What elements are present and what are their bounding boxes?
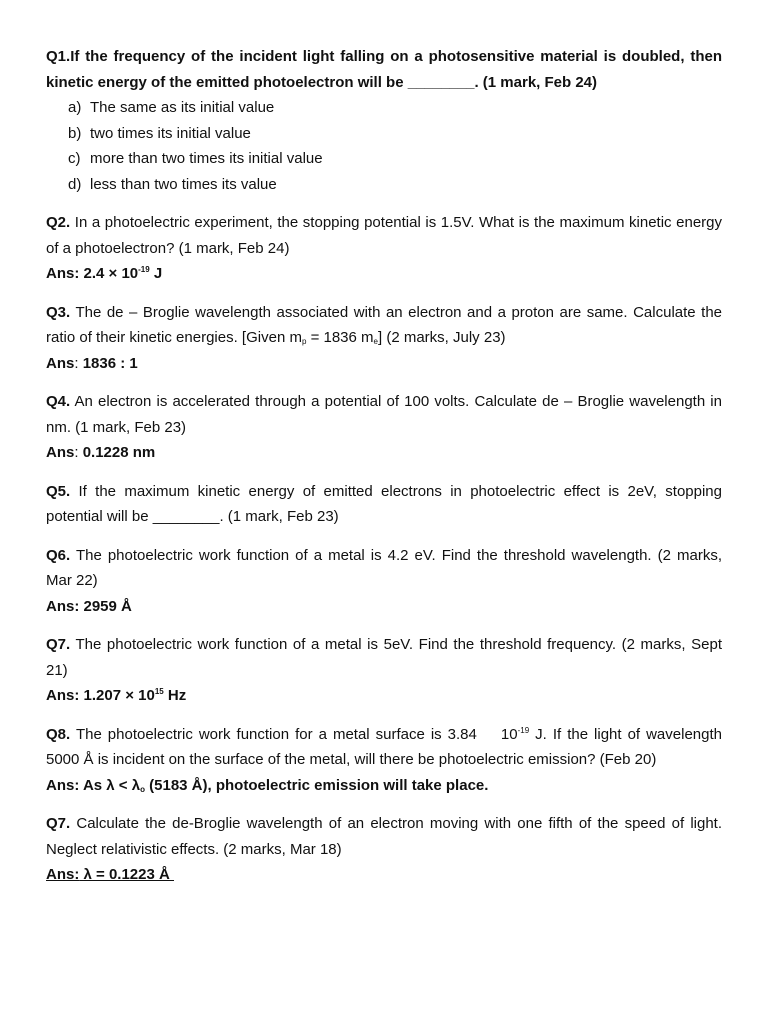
answer: Ans: 1836 : 1 [46,354,138,372]
question-3: Q3. The de – Broglie wavelength associated with an electron and a proton are same. Calculate the ratio of their kinetic energies. [Given $m_p = 1836$ $m_e$] (2 marks, July 23) Ans: 1836 : 1 [46,300,722,377]
question-2 [46,210,722,287]
question-text: Calculate the de-Broglie wavelength of an electron moving with one fifth of the speed of light. Neglect relativistic effects. (2 marks, Mar 18) [46,815,722,858]
question-8: Q8. The photoelectric work function for a metal surface is 3.84 $10^{-19}$ J. If the light of wavelength 5000 Å is incident on the surface of the metal, will there be photoelectric emission? (Feb 20) Ans: As $\lambda < \lambda_o$ (5183 Å), photoelectric emission will take place. [46,722,722,799]
option-d: d) less than two times its value [68,175,277,193]
question-text: If the maximum kinetic energy of emitted electrons in photoelectric effect is 2eV, stopping potential will be ________. (1 mark, Feb 23) [46,482,722,525]
question-9 [46,811,722,888]
question-number: Q7. [46,636,71,653]
question-text: If the frequency of the incident light falling on a photosensitive material is doubled, then kinetic energy of the emitted photoelectron will be ________. (1 mark, Feb 24) [46,48,722,91]
question-number: Q7. [46,815,71,832]
question-number: Q5. [46,482,71,500]
worksheet [46,44,722,901]
question-5 [46,479,722,530]
option-c: c) more than two times its initial value [68,150,323,167]
answer: Ans: As $\lambda < \lambda_o$ (5183 Å), photoelectric emission will take place. [46,776,489,794]
question-number: Q3. [46,303,71,321]
option-b: b) two times its initial value [68,124,251,142]
question-text: In a photoelectric experiment, the stopping potential is 1.5V. What is the maximum kinetic energy of a photoelectron? (1 mark, Feb 24) [46,214,723,257]
question-7 [46,632,722,709]
answer: Ans: λ = 0.1223 Å [46,866,174,883]
answer: Ans: 2959 Å [46,597,132,615]
question-4 [46,389,722,466]
question-1 [46,44,722,197]
question-text: The photoelectric work function of a metal is 5eV. Find the threshold frequency. (2 marks, Sept 21) [46,636,722,679]
question-number: Q1. [46,48,71,65]
answer: Ans: $1.207 \times 10^{15}$ Hz [46,687,187,704]
options-list [46,95,722,197]
answer: Ans: $2.4 \times 10^{-19}$ J [46,265,163,282]
question-number: Q2. [46,214,71,231]
question-text: The photoelectric work function of a metal is 4.2 eV. Find the threshold wavelength. (2 marks, Mar 22) [46,546,722,589]
question-6 [46,543,722,620]
question-number: Q6. [46,546,71,564]
question-text: An electron is accelerated through a potential of 100 volts. Calculate de – Broglie wavelength in nm. (1 mark, Feb 23) [46,393,722,436]
question-number: Q4. [46,393,71,410]
answer: Ans: 0.1228 nm [46,444,156,461]
option-a: a) The same as its initial value [68,99,275,116]
question-number: Q8. [46,725,71,743]
